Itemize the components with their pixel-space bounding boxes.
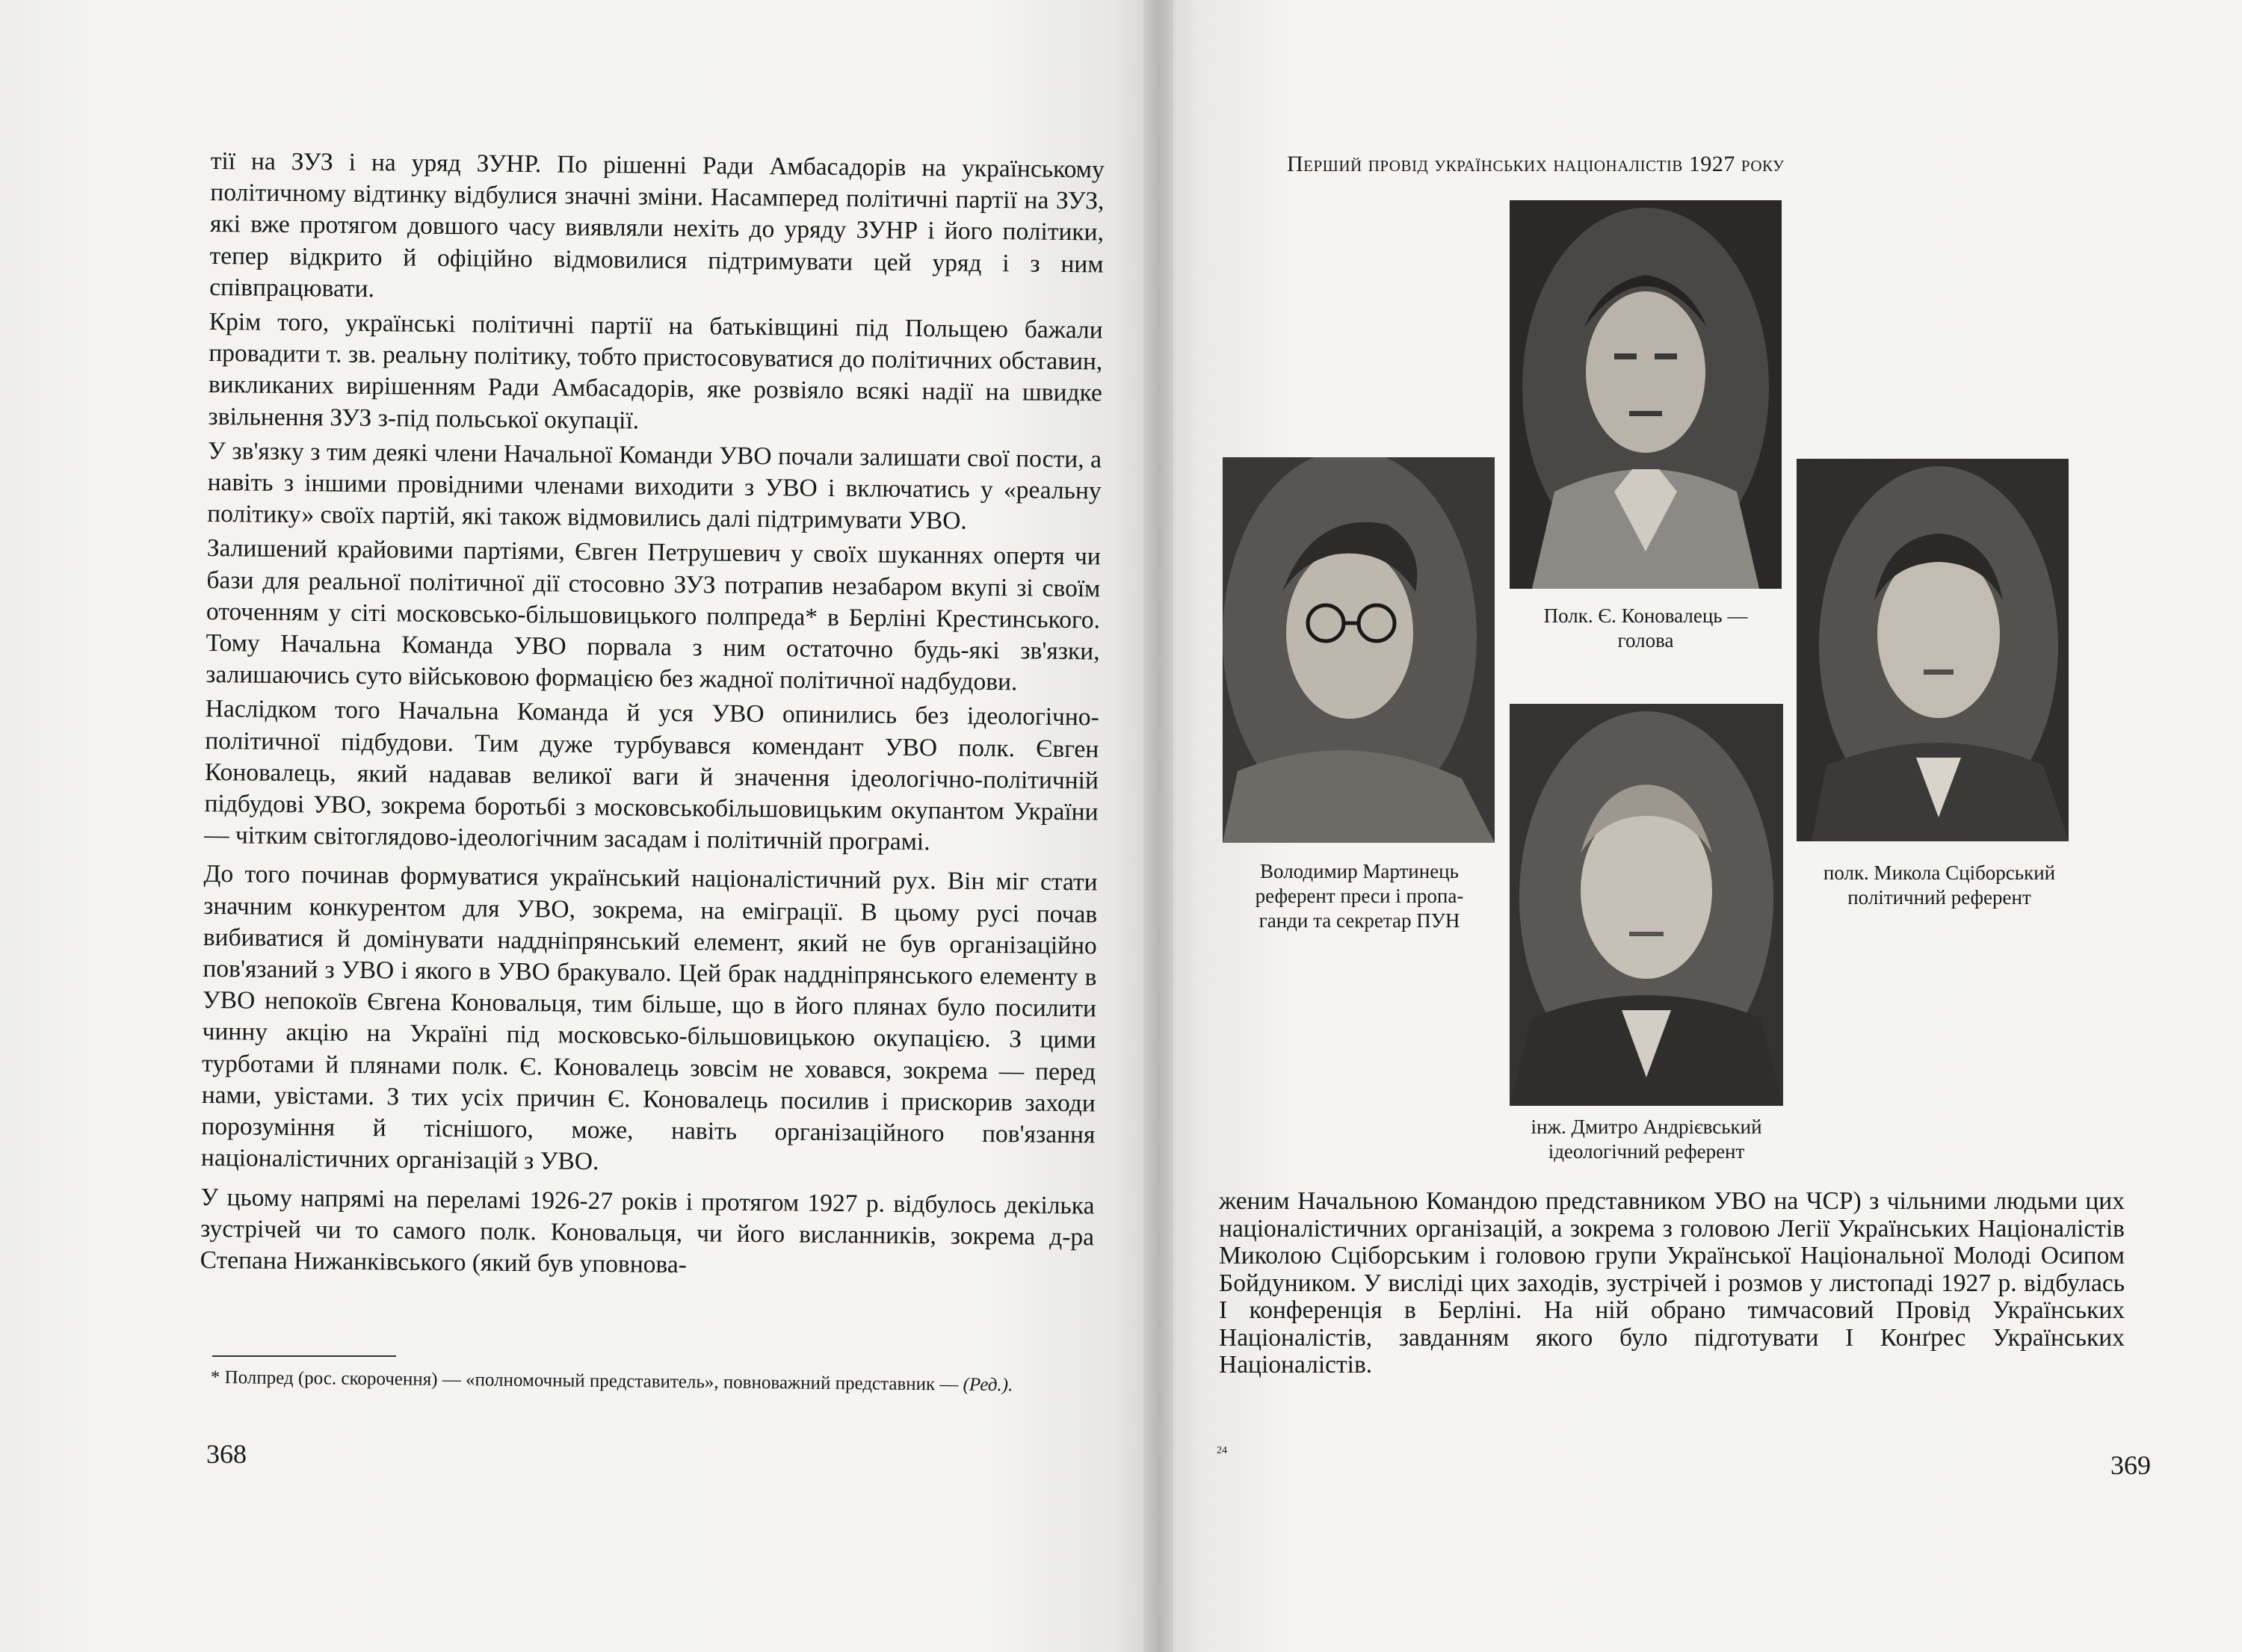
- caption-andrievskyi-line-1: інж. Дмитро Андрієвський: [1531, 1116, 1762, 1138]
- caption-martynets: [1212, 859, 1507, 933]
- footnote-editor-mark: (Ред.).: [963, 1374, 1013, 1396]
- caption-stsiborskyi-line-1: полк. Микола Сціборський: [1823, 861, 2056, 884]
- right-paragraph-1: женим Начальною Командою представником УВО на ЧСР) з чільними людьми цих націоналістичних організацій, а зокрема з головою Легії Українських Націоналістів Миколою Сціборським і головою групи Української Національної Молоді Осипом Бойдуником. У висліді цих заходів, зустрічей і розмов у листопаді 1927 р. відбулась І конференція в Берліні. На ній обрано тимчасовий Провід Українських Націоналістів, завданням якого було підготувати І Конґрес Українських Націоналістів.: [1219, 1187, 2125, 1379]
- left-paragraph-4: Залишений крайовими партіями, Євген Петрушевич у своїх шуканнях опертя чи бази для реальної політичної дії стосовно ЗУЗ потрапив незабаром вкупі зі своїм оточенням у сіті московсько-більшовицького полпреда* в Берліні Крестинського. Тому Начальна Команда УВО порвала з ним остаточно будь-які зв'язки, залишаючись суто військовою формацією без жадної політичної надбудови.: [206, 534, 1101, 696]
- page-number-left: 368: [206, 1439, 247, 1469]
- caption-konovalets: [1502, 604, 1789, 653]
- caption-konovalets-line-2: голова: [1617, 629, 1674, 652]
- caption-martynets-line-1: Володимир Мартинець: [1260, 860, 1459, 882]
- portrait-photo-stsiborskyi: [1797, 459, 2069, 841]
- portrait-photo-konovalets: [1510, 200, 1782, 589]
- left-paragraph-6: До того починав формуватися український націоналістичний рух. Він міг стати значним конкурентом для УВО, зокрема, на еміграції. В цьому русі почав вибиватися й домінувати наддніпрянський елемент, який не був організаційно пов'язаний з УВО і якого в УВО бракувало. Цей брак наддніпрянського елементу в УВО непокоїв Євгена Коновальця, тим більше, що в його плянах було посилити чинну акцію на Україні під московсько-більшовицькою окупацією. З цими турботами й плянами полк. Є. Коновалець зовсім не ховався, зокрема — перед нами, увістами. З тих усіх причин Є. Коновалець посилив і прискорив заходи порозуміння й тіснішого, може, навіть організаційного пов'язання націоналістичних організацій з УВО.: [200, 860, 1098, 1176]
- left-paragraph-1: тії на ЗУЗ і на уряд ЗУНР. По рішенні Ради Амбасадорів на українському політичному відтинку відбулися значні зміни. Насамперед політичні партії на ЗУЗ, які вже протягом довшого часу виявляли нехіть до уряду ЗУНР і його політики, тепер відкрито й офіційно відмовилися підтримувати цей уряд і з ним співпрацювати.: [209, 146, 1105, 303]
- footnote-text: * Полпред (рос. скорочення) — «полномочный представитель», повноважний представник —: [210, 1367, 963, 1395]
- portrait-photo-martynets: [1223, 457, 1495, 843]
- caption-martynets-line-2: референт преси і пропа-: [1255, 885, 1464, 907]
- left-paragraph-2: Крім того, українські політичні партії на батьківщині під Польщею бажали провадити т. зв. реальну політику, тобто пристосовуватися до політичних обставин, викликаних вирішенням Ради Амбасадорів, яке розвіяло всякі надії на швидке звільнення ЗУЗ з-під польської окупації.: [208, 308, 1103, 435]
- page-number-right: 369: [2110, 1450, 2151, 1480]
- caption-stsiborskyi: [1794, 861, 2085, 910]
- left-paragraph-5: Наслідком того Начальна Команда й уся УВО опинились без ідеологічно-політичної підбудови. Тим дуже турбувався комендант УВО полк. Євген Коновалець, який надавав великої ваги й значення ідеологічно-політичній підбудові УВО, зокрема боротьбі з московськобільшовицьким окупантом України — чітким світоглядово-ідеологічним засадам і політичній програмі.: [203, 695, 1099, 856]
- running-header: Перший провід українських націоналістів 1927 року: [1287, 152, 1785, 176]
- book-gutter: [1143, 0, 1173, 1652]
- left-page-body: [200, 146, 1105, 1288]
- portrait-photo-andrievskyi: [1510, 704, 1783, 1106]
- caption-stsiborskyi-line-2: політичний референт: [1847, 886, 2031, 909]
- caption-martynets-line-3: ганди та секретар ПУН: [1259, 909, 1460, 932]
- left-paragraph-7: У цьому напрямі на переламі 1926-27 років і протягом 1927 р. відбулось декілька зустрічей чи то самого полк. Коновальця, чи його висланників, зокрема д-ра Степана Нижанківського (який був уповнова-: [200, 1183, 1095, 1279]
- caption-andrievskyi-line-2: ідеологічний референт: [1548, 1140, 1745, 1163]
- caption-konovalets-line-1: Полк. Є. Коновалець —: [1543, 604, 1748, 627]
- left-paragraph-3: У зв'язку з тим деякі члени Начальної Команди УВО почали залишати свої пости, а навіть з іншими провідними членами виходити з УВО і включатись у «реальну політику» своїх партій, які також відмовились далі підтримувати УВО.: [207, 436, 1102, 535]
- right-page-body: [1219, 1188, 2125, 1379]
- caption-andrievskyi: [1492, 1115, 1801, 1164]
- signature-mark: 24: [1217, 1445, 1227, 1456]
- footnote-rule: [212, 1355, 396, 1357]
